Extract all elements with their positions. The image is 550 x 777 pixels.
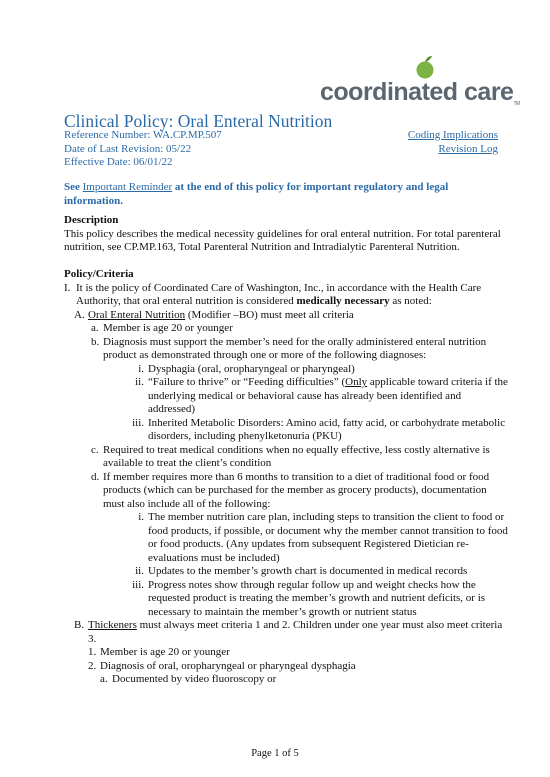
revision-log-link[interactable]: Revision Log bbox=[438, 142, 498, 155]
last-revision-date: Date of Last Revision: 05/22 bbox=[64, 142, 192, 155]
notice-see: See bbox=[64, 181, 83, 193]
coordinated-care-logo bbox=[320, 58, 520, 113]
criterion-b-iii-number: iii. bbox=[132, 416, 144, 429]
criterion-a-number: a. bbox=[91, 322, 99, 334]
criterion-d-ii-number: ii. bbox=[135, 565, 144, 577]
thickeners-link[interactable]: Thickeners bbox=[88, 619, 137, 631]
section-I bbox=[64, 282, 509, 309]
section-I-text-c: as noted: bbox=[389, 295, 432, 307]
criterion-b-text: Diagnosis must support the member’s need for the orally administered enteral nutrition product as demonstrated through one or more of the following diagnoses: bbox=[103, 335, 487, 361]
section-B bbox=[64, 619, 509, 646]
criterion-d-text: If member requires more than 6 months to transition to a diet of traditional food or food products (which can be purchased for the member as grocery products), documentation must also include all of the following: bbox=[103, 470, 490, 510]
criterion-B2 bbox=[64, 660, 509, 674]
section-I-bold: medically necessary bbox=[296, 295, 390, 307]
criterion-B2-number: 2. bbox=[88, 659, 97, 672]
criterion-b-i-number: i. bbox=[138, 362, 144, 375]
section-I-number: I. bbox=[64, 281, 71, 294]
section-A-number: A. bbox=[74, 308, 85, 321]
criterion-d-iii-text: Progress notes show through regular follow up and weight checks how the requested product is treating the member’s growth and nutrient deficits, or is necessary to maintain the member’s growth or nutrient status bbox=[148, 578, 486, 618]
section-B-number: B. bbox=[74, 619, 85, 631]
logo-trademark: TM bbox=[513, 101, 520, 107]
criterion-d-number: d. bbox=[91, 470, 100, 483]
criterion-d-i-text: The member nutrition care plan, including steps to transition the client to food or food products, if possible, or document why the member cannot transition to food or food products. (Any updates from subsequent Registered Dietician re-evaluations must be included) bbox=[148, 511, 508, 564]
policy-heading: Policy/Criteria bbox=[64, 268, 134, 280]
criterion-b-ii-only: Only bbox=[345, 376, 368, 388]
coding-implications-link[interactable]: Coding Implications bbox=[407, 129, 498, 141]
criterion-d-i-number: i. bbox=[138, 511, 144, 523]
criterion-B1-number: 1. bbox=[88, 646, 97, 658]
criterion-b-ii-text-b: applicable toward criteria if the underlying medical or behavioral cause has already been identified and addressed) bbox=[148, 376, 508, 415]
section-B-text: must always meet criteria 1 and 2. Children under one year must also meet criteria 3. bbox=[88, 619, 503, 645]
criterion-B1-text: Member is age 20 or younger bbox=[100, 646, 230, 658]
criterion-d-ii-text: Updates to the member’s growth chart is documented in medical records bbox=[148, 565, 468, 577]
criterion-B2a-number: a. bbox=[100, 673, 108, 685]
section-A-text: (Modifier –BO) must meet all criteria bbox=[185, 308, 354, 321]
oral-enteral-nutrition-link[interactable]: Oral Enteral Nutrition bbox=[88, 308, 186, 321]
criterion-B2a bbox=[64, 673, 509, 687]
page-title: Clinical Policy: Oral Enteral Nutrition bbox=[64, 111, 333, 131]
criterion-b-ii bbox=[64, 376, 509, 417]
page-number: Page 1 of 5 bbox=[251, 748, 299, 759]
criterion-B2a-text: Documented by video fluoroscopy or bbox=[112, 673, 277, 685]
criterion-b-i bbox=[64, 363, 509, 377]
important-reminder-link[interactable]: Important Reminder bbox=[82, 181, 173, 193]
reference-number: Reference Number: WA.CP.MP.507 bbox=[64, 129, 222, 141]
criterion-d-ii bbox=[64, 565, 509, 579]
notice-rest: at the end of this policy for important regulatory and legal information. bbox=[64, 181, 449, 207]
criterion-d-iii-number: iii. bbox=[132, 578, 144, 591]
description-text: This policy describes the medical necessity guidelines for oral enteral nutrition. For total parenteral nutrition, see CP.MP.163, Total Parenteral Nutrition and Intradialytic Parenteral Nutrition. bbox=[64, 227, 501, 253]
apple-logo-icon bbox=[408, 54, 442, 80]
logo-wordmark: coordinated care bbox=[320, 78, 514, 106]
criterion-a bbox=[64, 322, 509, 336]
criterion-b bbox=[64, 336, 509, 363]
criterion-b-ii-number: ii. bbox=[135, 376, 144, 388]
important-reminder-notice bbox=[64, 180, 504, 208]
criterion-c-text: Required to treat medical conditions when no equally effective, less costly alternative is available to treat the client’s condition bbox=[103, 443, 490, 469]
criterion-d-iii bbox=[64, 579, 509, 620]
section-A bbox=[64, 309, 509, 323]
effective-date: Effective Date: 06/01/22 bbox=[64, 156, 173, 168]
policy-content bbox=[64, 214, 509, 687]
criterion-c-number: c. bbox=[91, 443, 99, 456]
criterion-b-ii-text-a: “Failure to thrive” or “Feeding difficulties” ( bbox=[148, 376, 346, 388]
criterion-d bbox=[64, 471, 509, 512]
criterion-d-i bbox=[64, 511, 509, 565]
criterion-b-i-text: Dysphagia (oral, oropharyngeal or pharyngeal) bbox=[148, 362, 355, 375]
criterion-a-text: Member is age 20 or younger bbox=[103, 322, 233, 334]
criterion-b-number: b. bbox=[91, 335, 100, 348]
criterion-b-iii-text: Inherited Metabolic Disorders: Amino acid, fatty acid, or carbohydrate metabolic disorders, including phenylketonuria (PKU) bbox=[148, 416, 506, 442]
section-I-text-a: It is the policy of Coordinated Care of Washington, Inc., in accordance with the Health Care Authority, that oral enteral nutrition is considered bbox=[76, 281, 482, 307]
criterion-B2-text: Diagnosis of oral, oropharyngeal or pharyngeal dysphagia bbox=[100, 659, 356, 672]
criterion-c bbox=[64, 444, 509, 471]
description-heading: Description bbox=[64, 214, 119, 226]
criterion-b-iii bbox=[64, 417, 509, 444]
criterion-B1 bbox=[64, 646, 509, 660]
